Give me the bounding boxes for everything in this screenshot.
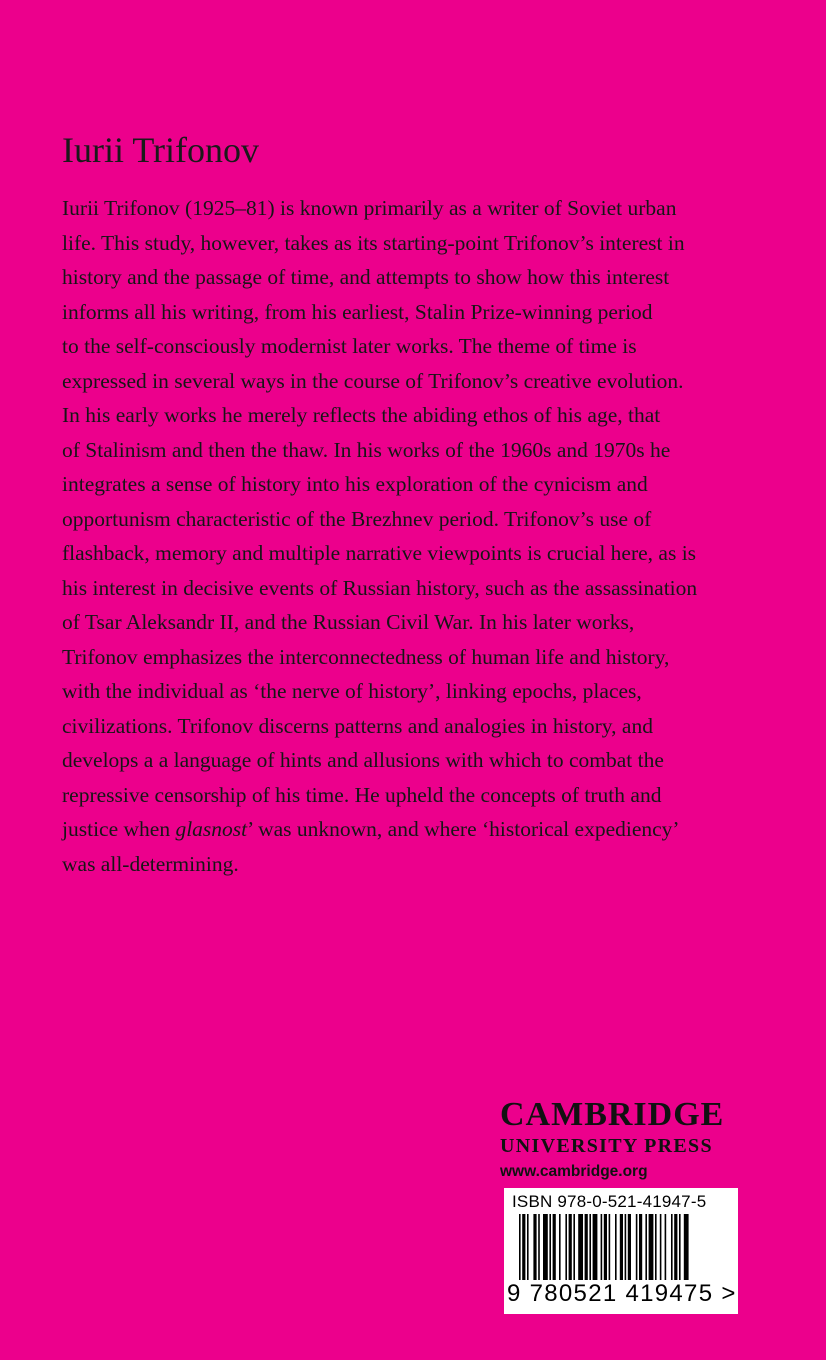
description-line: of Stalinism and then the thaw. In his works of the 1960s and 1970s he: [62, 437, 671, 462]
book-description: [62, 191, 762, 881]
isbn-label: ISBN 978-0-521-41947-5: [512, 1192, 707, 1211]
publisher-url: www.cambridge.org: [500, 1163, 648, 1180]
barcode-bars-icon: [519, 1214, 724, 1286]
glasnost-italic: glasnost: [175, 817, 248, 841]
description-text: ’ was unknown, and where ‘historical expediency’: [247, 817, 680, 841]
description-line: of Tsar Aleksandr II, and the Russian Civil War. In his later works,: [62, 610, 635, 634]
description-line: repressive censorship of his time. He upheld the concepts of truth and: [62, 782, 662, 807]
description-line: life. This study, however, takes as its starting-point Trifonov’s interest in: [62, 230, 685, 255]
publisher-name: CAMBRIDGE: [500, 1096, 725, 1133]
description-line: to the self-consciously modernist later works. The theme of time is: [62, 334, 637, 358]
description-line: opportunism characteristic of the Brezhnev period. Trifonov’s use of: [62, 506, 652, 531]
description-line: Iurii Trifonov (1925–81) is known primarily as a writer of Soviet urban: [62, 196, 677, 220]
description-line: history and the passage of time, and attempts to show how this interest: [62, 265, 670, 289]
description-line: [62, 812, 762, 847]
description-line: Trifonov emphasizes the interconnectedness of human life and history,: [62, 644, 670, 669]
description-line: integrates a sense of history into his exploration of the cynicism and: [62, 472, 648, 496]
description-line: his interest in decisive events of Russian history, such as the assassination: [62, 575, 698, 600]
description-line: expressed in several ways in the course of Trifonov’s creative evolution.: [62, 368, 684, 393]
description-line: flashback, memory and multiple narrative viewpoints is crucial here, as is: [62, 541, 697, 565]
publisher-press: UNIVERSITY PRESS: [500, 1135, 713, 1157]
publisher-imprint: [500, 1096, 740, 1184]
description-line: was all-determining.: [62, 851, 239, 876]
book-title: Iurii Trifonov: [62, 130, 260, 170]
description-line: develops a a language of hints and allusions with which to combat the: [62, 748, 664, 772]
description-line: informs all his writing, from his earliest, Stalin Prize-winning period: [62, 299, 653, 324]
isbn-digits: 9 780521 419475 >: [507, 1280, 737, 1307]
description-text: justice when: [62, 817, 176, 841]
description-line: civilizations. Trifonov discerns patterns and analogies in history, and: [62, 713, 653, 738]
isbn-barcode: [504, 1188, 738, 1314]
description-line: with the individual as ‘the nerve of history’, linking epochs, places,: [62, 679, 642, 703]
description-line: In his early works he merely reflects the abiding ethos of his age, that: [62, 403, 661, 427]
